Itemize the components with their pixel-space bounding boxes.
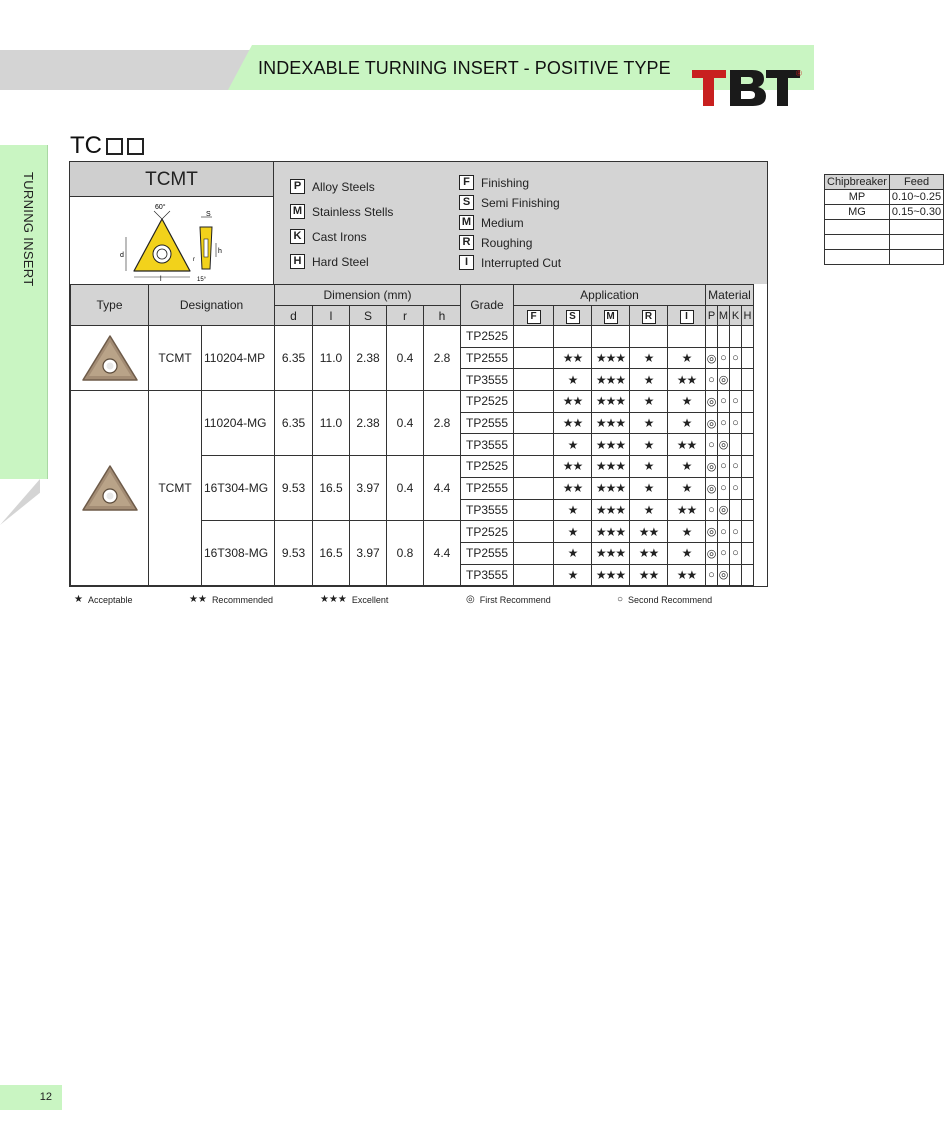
- dim-col-h: h: [424, 306, 461, 326]
- footnote-label: Excellent: [351, 594, 389, 605]
- application-rating-s: ★: [554, 499, 592, 521]
- application-rating-m: ★★★: [592, 499, 630, 521]
- dimension-h: 2.8: [424, 326, 461, 391]
- material-suitability-h: [742, 347, 754, 369]
- material-suitability-m: ○: [718, 391, 730, 413]
- header-application: Application: [514, 285, 706, 306]
- legend-key-p: P: [290, 179, 305, 194]
- material-suitability-h: [742, 412, 754, 434]
- application-rating-s: ★★: [554, 347, 592, 369]
- grade-cell: TP2555: [461, 412, 514, 434]
- legend-label: Hard Steel: [312, 254, 369, 269]
- mat-col-k: K: [730, 306, 742, 326]
- material-suitability-k: [730, 326, 742, 348]
- material-suitability-p: ◎: [706, 521, 718, 543]
- grade-cell: TP2525: [461, 391, 514, 413]
- legend-label: Cast Irons: [312, 229, 367, 244]
- application-rating-r: ★: [630, 434, 668, 456]
- header-material: Material: [706, 285, 754, 306]
- material-suitability-p: ○: [706, 499, 718, 521]
- material-legend-item: [290, 254, 369, 269]
- application-legend-item: [459, 175, 529, 190]
- grade-cell: TP3555: [461, 499, 514, 521]
- application-rating-f: [514, 391, 554, 413]
- material-suitability-p: ◎: [706, 542, 718, 564]
- application-rating-m: ★★★: [592, 542, 630, 564]
- footnote-symbol: ★★★: [320, 594, 347, 605]
- application-rating-f: [514, 499, 554, 521]
- material-suitability-k: [730, 369, 742, 391]
- legend-key-m: M: [290, 204, 305, 219]
- legend-key-r: R: [459, 235, 474, 250]
- application-legend-item: [459, 255, 561, 270]
- mat-col-m: M: [718, 306, 730, 326]
- material-suitability-k: [730, 564, 742, 586]
- application-rating-s: ★: [554, 564, 592, 586]
- footnote-item: [617, 594, 712, 605]
- dimension-l: 11.0: [313, 391, 350, 456]
- side-tab-shadow: [0, 479, 40, 525]
- material-suitability-h: [742, 477, 754, 499]
- dimension-h: 4.4: [424, 521, 461, 586]
- legend-key-s: S: [459, 195, 474, 210]
- dim-col-r: r: [387, 306, 424, 326]
- table-row: [71, 391, 754, 413]
- application-rating-r: ★: [630, 499, 668, 521]
- application-rating-s: ★★: [554, 391, 592, 413]
- mat-col-p: P: [706, 306, 718, 326]
- application-rating-m: ★★★: [592, 521, 630, 543]
- application-rating-i: ★: [668, 412, 706, 434]
- material-suitability-p: ◎: [706, 391, 718, 413]
- application-rating-f: [514, 326, 554, 348]
- material-legend-item: [290, 229, 367, 244]
- application-rating-i: ★: [668, 391, 706, 413]
- diagram-label-h: h: [218, 248, 222, 255]
- application-rating-m: ★★★: [592, 347, 630, 369]
- material-suitability-h: [742, 326, 754, 348]
- dimension-d: 9.53: [275, 521, 313, 586]
- application-rating-f: [514, 477, 554, 499]
- application-rating-i: ★★: [668, 434, 706, 456]
- insert-image-cell: [71, 326, 149, 391]
- insert-photo-icon: [80, 332, 140, 384]
- footnote-label: Second Recommend: [628, 594, 713, 605]
- chipbreaker-row: [825, 235, 944, 250]
- material-suitability-k: [730, 499, 742, 521]
- material-legend-item: [290, 179, 375, 194]
- legend-label: Finishing: [481, 175, 530, 190]
- chipbreaker-header-row: [825, 175, 944, 190]
- footnote-symbol: ○: [617, 594, 624, 605]
- application-rating-r: [630, 326, 668, 348]
- legend-key-i: I: [459, 255, 474, 270]
- product-table-block: [69, 161, 942, 587]
- dimension-d: 6.35: [275, 326, 313, 391]
- material-suitability-h: [742, 456, 754, 478]
- grade-cell: TP2555: [461, 477, 514, 499]
- dimension-d: 6.35: [275, 391, 313, 456]
- dimension-l: 16.5: [313, 456, 350, 521]
- dimension-d: 9.53: [275, 456, 313, 521]
- material-suitability-k: ○: [730, 477, 742, 499]
- application-rating-s: ★: [554, 521, 592, 543]
- footnote-label: Recommended: [211, 594, 273, 605]
- chipbreaker-cell: MG: [825, 205, 890, 220]
- dimension-r: 0.8: [387, 521, 424, 586]
- application-rating-i: ★: [668, 542, 706, 564]
- application-rating-s: ★: [554, 369, 592, 391]
- legend-label: Roughing: [481, 235, 533, 250]
- material-suitability-k: ○: [730, 542, 742, 564]
- dimension-r: 0.4: [387, 456, 424, 521]
- application-rating-m: [592, 326, 630, 348]
- geometry-drawing: [70, 197, 274, 284]
- application-rating-m: ★★★: [592, 564, 630, 586]
- app-col-f: [514, 306, 554, 326]
- application-rating-i: [668, 326, 706, 348]
- application-rating-r: ★★: [630, 521, 668, 543]
- material-suitability-p: [706, 326, 718, 348]
- chipbreaker-header-cell: Feed: [889, 175, 943, 190]
- designation-code: 110204-MG: [202, 391, 275, 456]
- logo-registered-mark: ®: [796, 69, 802, 78]
- dimension-s: 2.38: [350, 391, 387, 456]
- chipbreaker-cell: MP: [825, 190, 890, 205]
- material-suitability-p: ◎: [706, 412, 718, 434]
- dim-col-d: d: [275, 306, 313, 326]
- section-title: [70, 132, 144, 160]
- material-suitability-p: ◎: [706, 347, 718, 369]
- legend-label: Semi Finishing: [481, 195, 560, 210]
- material-suitability-m: ○: [718, 542, 730, 564]
- material-suitability-h: [742, 521, 754, 543]
- chipbreaker-cell: [825, 235, 890, 250]
- dimension-l: 16.5: [313, 521, 350, 586]
- application-rating-s: ★: [554, 434, 592, 456]
- application-rating-s: ★★: [554, 412, 592, 434]
- material-suitability-m: [718, 326, 730, 348]
- material-suitability-p: ○: [706, 564, 718, 586]
- material-suitability-h: [742, 369, 754, 391]
- mat-col-h: H: [742, 306, 754, 326]
- application-rating-s: ★★: [554, 456, 592, 478]
- application-rating-f: [514, 347, 554, 369]
- diagram-label-d: d: [120, 252, 124, 259]
- application-rating-i: ★: [668, 456, 706, 478]
- material-suitability-m: ◎: [718, 564, 730, 586]
- material-suitability-m: ◎: [718, 499, 730, 521]
- legend-label: Alloy Steels: [312, 179, 375, 194]
- material-suitability-k: ○: [730, 347, 742, 369]
- material-suitability-m: ◎: [718, 434, 730, 456]
- insert-type-name: TCMT: [149, 326, 202, 391]
- material-suitability-h: [742, 391, 754, 413]
- material-suitability-p: ◎: [706, 456, 718, 478]
- material-suitability-k: ○: [730, 391, 742, 413]
- application-rating-f: [514, 456, 554, 478]
- diagram-label-s: S: [206, 211, 211, 218]
- app-col-m: [592, 306, 630, 326]
- designation-code: 16T308-MG: [202, 521, 275, 586]
- application-rating-m: ★★★: [592, 369, 630, 391]
- chipbreaker-row: [825, 250, 944, 265]
- material-suitability-m: ○: [718, 477, 730, 499]
- side-tab-label: TURNING INSERT: [21, 172, 36, 287]
- designation-code: 16T304-MG: [202, 456, 275, 521]
- footnote-symbol: ★: [74, 594, 83, 605]
- application-rating-m: ★★★: [592, 477, 630, 499]
- application-rating-r: ★: [630, 477, 668, 499]
- application-rating-s: ★: [554, 542, 592, 564]
- section-title-text: TC: [70, 132, 102, 159]
- header-grade: Grade: [461, 285, 514, 326]
- page-title: INDEXABLE TURNING INSERT - POSITIVE TYPE: [258, 58, 671, 78]
- chipbreaker-cell: [825, 220, 890, 235]
- app-key-m: M: [604, 310, 618, 324]
- footnote-item: [74, 594, 133, 605]
- application-rating-i: ★: [668, 477, 706, 499]
- footnote-symbol: ◎: [466, 594, 475, 605]
- application-legend-item: [459, 215, 524, 230]
- insert-type-name: TCMT: [149, 391, 202, 586]
- material-suitability-k: ○: [730, 521, 742, 543]
- material-suitability-p: ○: [706, 434, 718, 456]
- chipbreaker-feed-table: [824, 174, 944, 265]
- material-suitability-k: ○: [730, 456, 742, 478]
- footnote-item: [320, 594, 388, 605]
- diagram-label-l: l: [160, 276, 162, 283]
- application-rating-s: ★★: [554, 477, 592, 499]
- footnote-item: [466, 594, 551, 605]
- dimension-l: 11.0: [313, 326, 350, 391]
- app-col-r: [630, 306, 668, 326]
- application-rating-m: ★★★: [592, 412, 630, 434]
- grade-cell: TP3555: [461, 369, 514, 391]
- dimension-s: 3.97: [350, 456, 387, 521]
- application-rating-r: ★★: [630, 542, 668, 564]
- legend-panel: [274, 162, 942, 284]
- application-legend-item: [459, 195, 560, 210]
- dimension-r: 0.4: [387, 391, 424, 456]
- application-rating-r: ★: [630, 391, 668, 413]
- grade-cell: TP3555: [461, 564, 514, 586]
- legend-key-k: K: [290, 229, 305, 244]
- legend-key-m: M: [459, 215, 474, 230]
- application-rating-m: ★★★: [592, 434, 630, 456]
- footnote-item: [189, 594, 273, 605]
- application-rating-f: [514, 521, 554, 543]
- application-rating-f: [514, 542, 554, 564]
- material-suitability-p: ○: [706, 369, 718, 391]
- application-rating-f: [514, 564, 554, 586]
- dim-col-l: l: [313, 306, 350, 326]
- application-rating-r: ★: [630, 347, 668, 369]
- legend-label: Interrupted Cut: [481, 255, 562, 270]
- material-suitability-h: [742, 434, 754, 456]
- header-dimension: Dimension (mm): [275, 285, 461, 306]
- diagram-label-angle-top: 60°: [155, 204, 166, 211]
- placeholder-square-icon: [106, 138, 123, 155]
- legend-label: Medium: [481, 215, 524, 230]
- legend-label: Stainless Stells: [312, 204, 394, 219]
- application-rating-f: [514, 369, 554, 391]
- dim-col-s: S: [350, 306, 387, 326]
- application-rating-m: ★★★: [592, 391, 630, 413]
- tbt-logo: [690, 66, 804, 110]
- application-rating-i: ★★: [668, 499, 706, 521]
- grade-cell: TP2525: [461, 456, 514, 478]
- chipbreaker-row: [825, 220, 944, 235]
- diagram-label-r: r: [193, 257, 195, 263]
- app-col-s: [554, 306, 592, 326]
- material-suitability-k: [730, 434, 742, 456]
- chipbreaker-cell: [889, 235, 943, 250]
- chipbreaker-cell: [889, 220, 943, 235]
- application-rating-f: [514, 434, 554, 456]
- application-rating-i: ★★: [668, 369, 706, 391]
- application-rating-i: ★: [668, 347, 706, 369]
- grade-cell: TP2555: [461, 347, 514, 369]
- insert-photo-icon: [80, 462, 140, 514]
- chipbreaker-cell: 0.15~0.30: [889, 205, 943, 220]
- application-rating-i: ★★: [668, 564, 706, 586]
- dimension-r: 0.4: [387, 326, 424, 391]
- dimension-h: 2.8: [424, 391, 461, 456]
- header-designation: Designation: [149, 285, 275, 326]
- insert-image-cell: [71, 391, 149, 586]
- grade-cell: TP3555: [461, 434, 514, 456]
- material-suitability-k: ○: [730, 412, 742, 434]
- chipbreaker-header-cell: Chipbreaker: [825, 175, 890, 190]
- dimension-h: 4.4: [424, 456, 461, 521]
- application-rating-r: ★: [630, 412, 668, 434]
- chipbreaker-row: [825, 205, 944, 220]
- header-gray-band: [0, 50, 270, 90]
- application-rating-f: [514, 412, 554, 434]
- insert-spec-table: [70, 284, 754, 586]
- application-rating-s: [554, 326, 592, 348]
- page-number: 12: [0, 1085, 62, 1110]
- material-suitability-m: ○: [718, 456, 730, 478]
- material-suitability-m: ○: [718, 347, 730, 369]
- legend-key-h: H: [290, 254, 305, 269]
- diagram-label-angle-bottom: 15°: [197, 277, 207, 283]
- placeholder-square-icon: [127, 138, 144, 155]
- grade-cell: TP2525: [461, 521, 514, 543]
- dimension-s: 2.38: [350, 326, 387, 391]
- material-suitability-m: ○: [718, 521, 730, 543]
- application-legend-item: [459, 235, 532, 250]
- designation-code: 110204-MP: [202, 326, 275, 391]
- table-header-row: [71, 285, 754, 306]
- application-rating-r: ★: [630, 369, 668, 391]
- material-suitability-m: ○: [718, 412, 730, 434]
- application-rating-m: ★★★: [592, 456, 630, 478]
- app-key-i: I: [680, 310, 694, 324]
- grade-cell: TP2525: [461, 326, 514, 348]
- footnote-symbol: ★★: [189, 594, 207, 605]
- material-legend-item: [290, 204, 393, 219]
- legend-key-f: F: [459, 175, 474, 190]
- insert-geometry-diagram: [70, 197, 274, 284]
- header-type: Type: [71, 285, 149, 326]
- chipbreaker-cell: 0.10~0.25: [889, 190, 943, 205]
- footnote-label: Acceptable: [87, 594, 133, 605]
- app-key-s: S: [566, 310, 580, 324]
- chipbreaker-cell: [889, 250, 943, 265]
- insert-name-header: TCMT: [70, 162, 274, 197]
- material-suitability-m: ◎: [718, 369, 730, 391]
- application-rating-r: ★★: [630, 564, 668, 586]
- material-suitability-h: [742, 499, 754, 521]
- app-col-i: [668, 306, 706, 326]
- application-rating-i: ★: [668, 521, 706, 543]
- material-suitability-h: [742, 564, 754, 586]
- chipbreaker-cell: [825, 250, 890, 265]
- dimension-s: 3.97: [350, 521, 387, 586]
- grade-cell: TP2555: [461, 542, 514, 564]
- app-key-f: F: [527, 310, 541, 324]
- material-suitability-p: ◎: [706, 477, 718, 499]
- app-key-r: R: [642, 310, 656, 324]
- table-row: [71, 326, 754, 348]
- footnote-label: First Recommend: [479, 594, 551, 605]
- application-rating-r: ★: [630, 456, 668, 478]
- material-suitability-h: [742, 542, 754, 564]
- chipbreaker-row: [825, 190, 944, 205]
